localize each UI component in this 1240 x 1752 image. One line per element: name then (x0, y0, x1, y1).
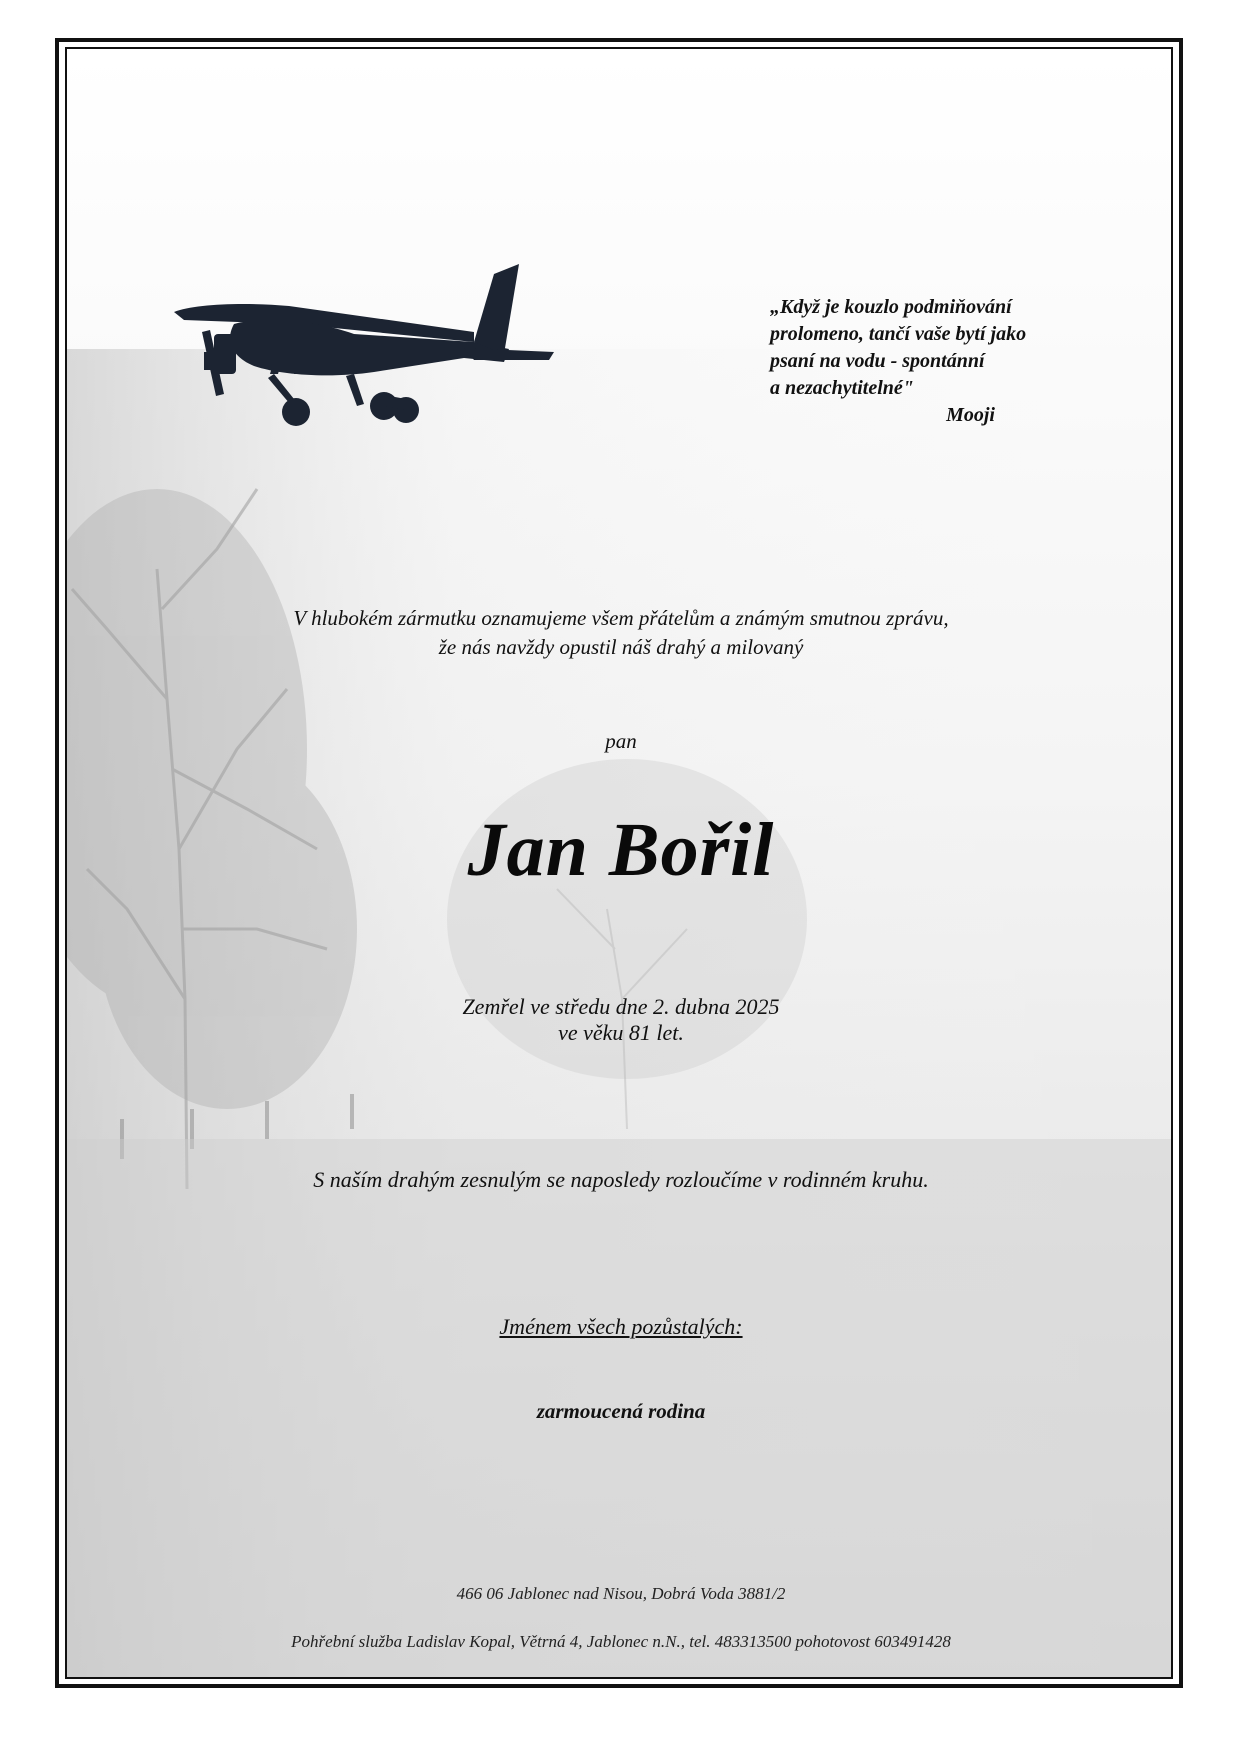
airplane-silhouette-icon (174, 254, 554, 439)
funeral-service-info: Pohřební služba Ladislav Kopal, Větrná 4, Jablonec n.N., tel. 483313500 pohotovost 603491428 (291, 1632, 951, 1651)
quote-line: prolomeno, tančí vaše bytí jako (770, 323, 1027, 345)
announcement-line-1: V hlubokém zármutku oznamujeme všem přátelům a známým smutnou zprávu, (293, 606, 949, 630)
death-date-line: Zemřel ve středu dne 2. dubna 2025 (462, 994, 780, 1019)
farewell-text: S naším drahým zesnulým se naposledy rozloučíme v rodinném kruhu. (313, 1167, 929, 1192)
quote-line: a nezachytitelné" (770, 377, 914, 399)
deceased-name: Jan Bořil (467, 808, 775, 892)
quote-author: Mooji (946, 404, 995, 426)
family-signature: zarmoucená rodina (536, 1399, 706, 1423)
quote-line: „Když je kouzlo podmiňování (770, 296, 1012, 318)
quote-line: psaní na vodu - spontánní (770, 350, 985, 372)
announcement-text (67, 604, 1173, 662)
quote-block (770, 294, 1090, 429)
family-address: 466 06 Jablonec nad Nisou, Dobrá Voda 3881/2 (456, 1584, 786, 1603)
inner-border (65, 47, 1173, 1679)
announcement-line-2: že nás navždy opustil náš drahý a milovaný (438, 635, 804, 659)
death-age-line: ve věku 81 let. (558, 1020, 684, 1045)
death-info (67, 994, 1173, 1046)
on-behalf-heading: Jménem všech pozůstalých: (499, 1314, 743, 1339)
title-word: pan (605, 729, 637, 753)
